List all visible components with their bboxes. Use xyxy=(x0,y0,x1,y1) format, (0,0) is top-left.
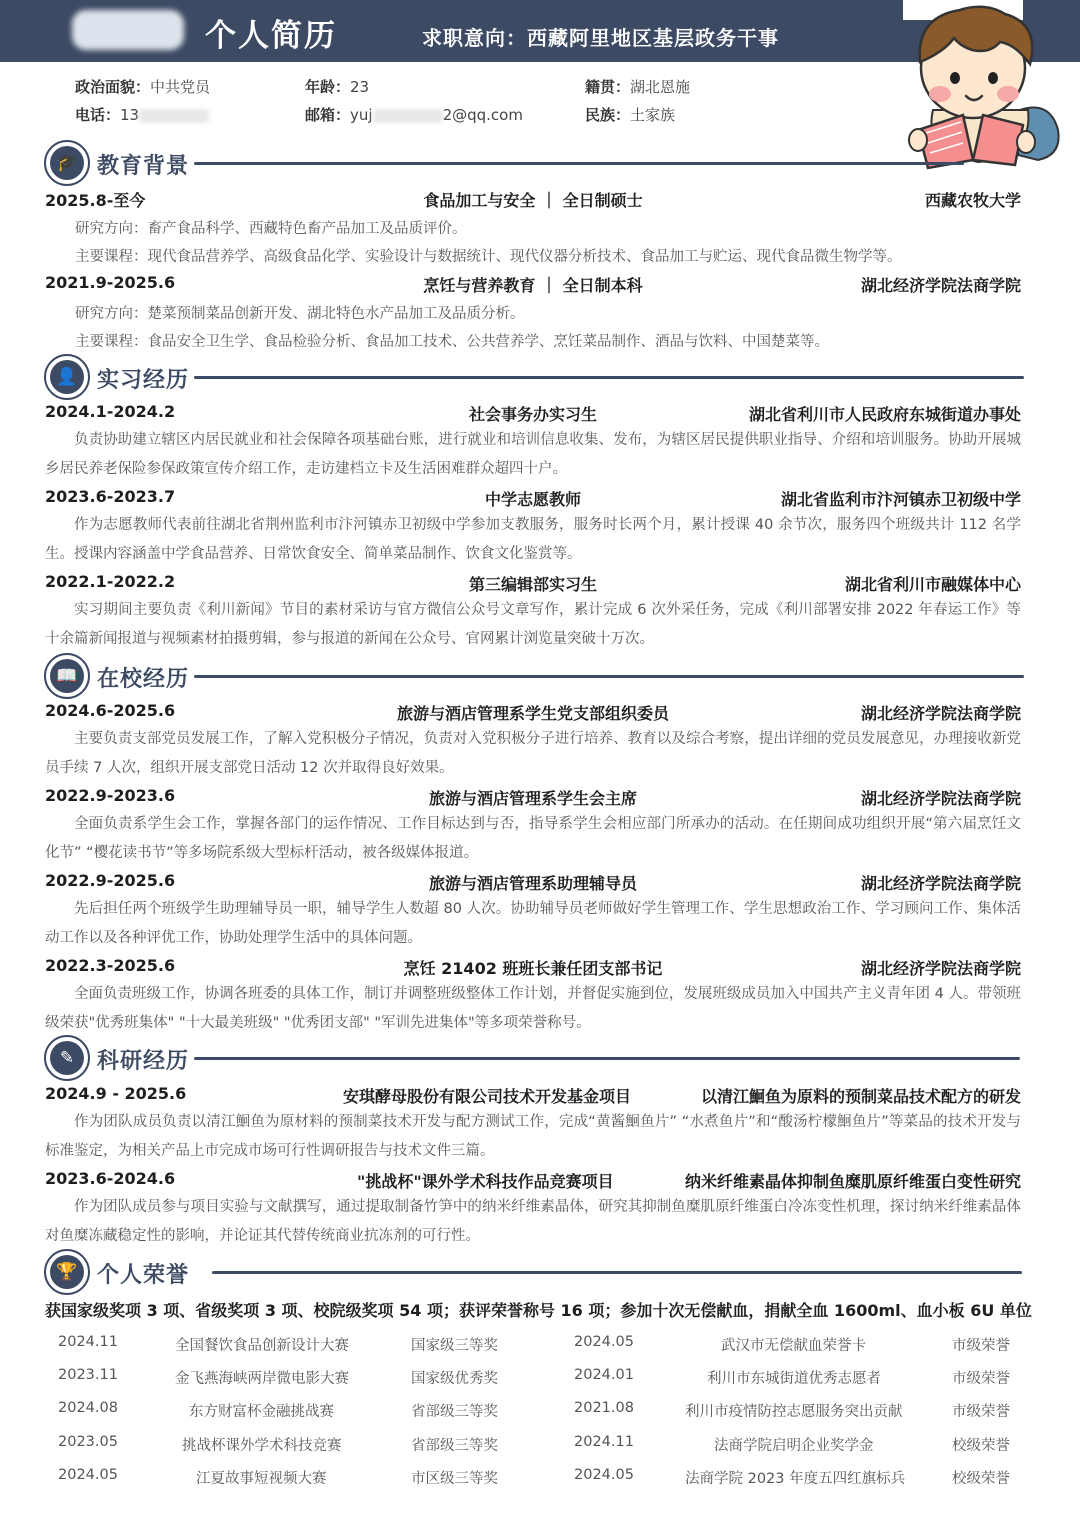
research-entry-1: 2024.9 - 2025.6 安琪酵母股份有限公司技术开发基金项目 以清江鮰鱼为原料的预制菜品技术配方的研发 xyxy=(45,1084,1021,1106)
campus-desc-3: 先后担任两个班级学生助理辅导员一职，辅导学生人数超 80 人次。协助辅导员老师做好学生管理工作、学生思想政治工作、学习顾问工作、集体活动工作以及各种评优工作，协助处理学生活中的具体问题。 xyxy=(45,901,1021,946)
internship-entry-1: 2024.1-2024.2 社会事务办实习生 湖北省利川市人民政府东城街道办事处 xyxy=(45,402,1021,424)
honor-row: 2024.11 全国餐饮食品创新设计大赛 国家级三等奖 2024.05 武汉市无偿献血荣誉卡 市级荣誉 xyxy=(58,1334,1010,1354)
job-intent: 求职意向：西藏阿里地区基层政务干事 xyxy=(422,26,779,50)
honors-summary: 获国家级奖项 3 项、省级奖项 3 项、校院级奖项 54 项；获评荣誉称号 16 项；参加十次无偿献血，捐献全血 1600ml、血小板 6U 单位 xyxy=(45,1301,1032,1320)
campus-entry-4: 2022.3-2025.6 烹饪 21402 班班长兼任团支部书记 湖北经济学院法商学院 xyxy=(45,956,1021,978)
honor-row: 2024.08 东方财富杯金融挑战赛 省部级三等奖 2021.08 利川市疫情防控志愿服务突出贡献 市级荣誉 xyxy=(58,1400,1010,1420)
research-desc-1: 作为团队成员负责以清江鮰鱼为原材料的预制菜技术开发与配方测试工作，完成“黄酱鮰鱼片” “水煮鱼片”和“酸汤柠檬鮰鱼片”等菜品的技术开发与标准鉴定，为相关产品上市完成市场可行性调研报告与技术文件三篇。 xyxy=(45,1114,1021,1159)
email-info: 邮箱：yuj 2@qq.com xyxy=(305,106,523,124)
politics-info: 政治面貌：中共党员 xyxy=(75,78,211,96)
section-title: 教育背景 xyxy=(97,154,190,179)
campus-entry-1: 2024.6-2025.6 旅游与酒店管理系学生党支部组织委员 湖北经济学院法商学院 xyxy=(45,701,1021,723)
research-desc-2: 作为团队成员参与项目实验与文献撰写，通过提取制备竹笋中的纳米纤维素晶体，研究其抑制鱼糜肌原纤维蛋白冷冻变性机理，探讨纳米纤维素晶体对鱼糜冻藏稳定性的影响，并论证其代替传统商业抗冻剂的可行性。 xyxy=(45,1199,1021,1244)
section-title: 在校经历 xyxy=(97,667,190,692)
nation-info: 民族：土家族 xyxy=(585,106,676,124)
phone-info: 电话：13 xyxy=(75,104,209,126)
origin-info: 籍贯：湖北恩施 xyxy=(585,78,691,96)
divider xyxy=(194,675,1024,678)
section-title: 科研经历 xyxy=(97,1049,190,1074)
campus-desc-2: 全面负责系学生会工作，掌握各部门的运作情况、工作目标达到与否，指导系学生会相应部门所承办的活动。在任期间成功组织开展“第六届烹饪文化节” “樱花读书节”等多场院系级大型标杆活动，被各级媒体报道。 xyxy=(45,816,1021,861)
research-entry-2: 2023.6-2024.6 "挑战杯"课外学术科技作品竞赛项目 纳米纤维素晶体抑制鱼糜肌原纤维蛋白变性研究 xyxy=(45,1169,1021,1191)
section-honors xyxy=(44,1249,1034,1297)
honor-row: 2023.11 金飞燕海峡两岸微电影大赛 国家级优秀奖 2024.01 利川市东城街道优秀志愿者 市级荣誉 xyxy=(58,1367,1010,1387)
age-info: 年龄：23 xyxy=(305,78,370,96)
book-icon: 📖 xyxy=(44,653,90,699)
internship-desc-3: 实习期间主要负责《利川新闻》节目的素材采访与官方微信公众号文章写作，累计完成 6 次外采任务，完成《利川部署安排 2022 年春运工作》等十余篇新闻报道与视频素材拍摄剪辑，参与报道的新闻在公众号、官网累计浏览量突破十万次。 xyxy=(45,602,1021,647)
resume-title: 个人简历 xyxy=(205,18,337,54)
campus-entry-3: 2022.9-2025.6 旅游与酒店管理系助理辅导员 湖北经济学院法商学院 xyxy=(45,871,1021,893)
section-research xyxy=(44,1035,1034,1083)
section-campus xyxy=(44,653,1034,701)
education-courses-2: 主要课程：食品安全卫生学、食品检验分析、食品加工技术、公共营养学、烹饪菜品制作、酒品与饮料、中国楚菜等。 xyxy=(75,334,829,350)
redacted-name xyxy=(72,10,184,50)
honor-row: 2024.05 江夏故事短视频大赛 市区级三等奖 2024.05 法商学院 2023 年度五四红旗标兵 校级荣誉 xyxy=(58,1467,1010,1487)
internship-desc-2: 作为志愿教师代表前往湖北省荆州监利市汴河镇赤卫初级中学参加支教服务，服务时长两个月，累计授课 40 余节次，服务四个班级共计 112 名学生。授课内容涵盖中学食品营养、日常饮食安全、简单菜品制作、饮食文化鉴赏等。 xyxy=(45,517,1021,562)
education-direction-2: 研究方向：楚菜预制菜品创新开发、湖北特色水产品加工及品质分析。 xyxy=(75,306,525,322)
graduation-cap-icon: 🎓 xyxy=(44,140,90,186)
divider xyxy=(212,1271,1022,1274)
internship-entry-3: 2022.1-2022.2 第三编辑部实习生 湖北省利川市融媒体中心 xyxy=(45,572,1021,594)
honor-row: 2023.05 挑战杯课外学术科技竞赛 省部级三等奖 2024.11 法商学院启明企业奖学金 校级荣誉 xyxy=(58,1434,1010,1454)
campus-entry-2: 2022.9-2023.6 旅游与酒店管理系学生会主席 湖北经济学院法商学院 xyxy=(45,786,1021,808)
pencil-icon: ✎ xyxy=(44,1035,90,1081)
campus-desc-1: 主要负责支部党员发展工作，了解入党积极分子情况，负责对入党积极分子进行培养、教育以及综合考察，提出详细的党员发展意见，办理接收新党员手续 7 人次，组织开展支部党日活动 12 次并取得良好效果。 xyxy=(45,731,1021,776)
education-entry-2: 2021.9-2025.6 烹饪与营养教育 ｜ 全日制本科 湖北经济学院法商学院 xyxy=(45,273,1021,295)
trophy-icon: 🏆 xyxy=(44,1249,90,1295)
internship-entry-2: 2023.6-2023.7 中学志愿教师 湖北省监利市汴河镇赤卫初级中学 xyxy=(45,487,1021,509)
id-badge-icon: 👤 xyxy=(44,354,90,400)
education-direction-1: 研究方向：畜产食品科学、西藏特色畜产品加工及品质评价。 xyxy=(75,221,467,237)
campus-desc-4: 全面负责班级工作，协调各班委的具体工作，制订并调整班级整体工作计划，并督促实施到位，发展班级成员加入中国共产主义青年团 4 人。带领班级荣获"优秀班集体" "十大最美班级" "优秀团支部" "军训先进集体"等多项荣誉称号。 xyxy=(45,986,1021,1031)
divider xyxy=(194,376,1024,379)
section-education xyxy=(44,140,1034,188)
section-title: 个人荣誉 xyxy=(97,1263,190,1288)
divider xyxy=(194,1057,1020,1060)
section-title: 实习经历 xyxy=(97,368,190,393)
internship-desc-1: 负责协助建立辖区内居民就业和社会保障各项基础台账，进行就业和培训信息收集、发布，为辖区居民提供职业指导、介绍和培训服务。协助开展城乡居民养老保险参保政策宣传介绍工作，走访建档立卡及生活困难群众超四十户。 xyxy=(45,432,1021,477)
section-internship xyxy=(44,354,1034,402)
divider xyxy=(194,162,964,165)
education-courses-1: 主要课程：现代食品营养学、高级食品化学、实验设计与数据统计、现代仪器分析技术、食品加工与贮运、现代食品微生物学等。 xyxy=(75,249,902,265)
education-entry-1: 2025.8-至今 食品加工与安全 ｜ 全日制硕士 西藏农牧大学 xyxy=(45,191,1021,210)
